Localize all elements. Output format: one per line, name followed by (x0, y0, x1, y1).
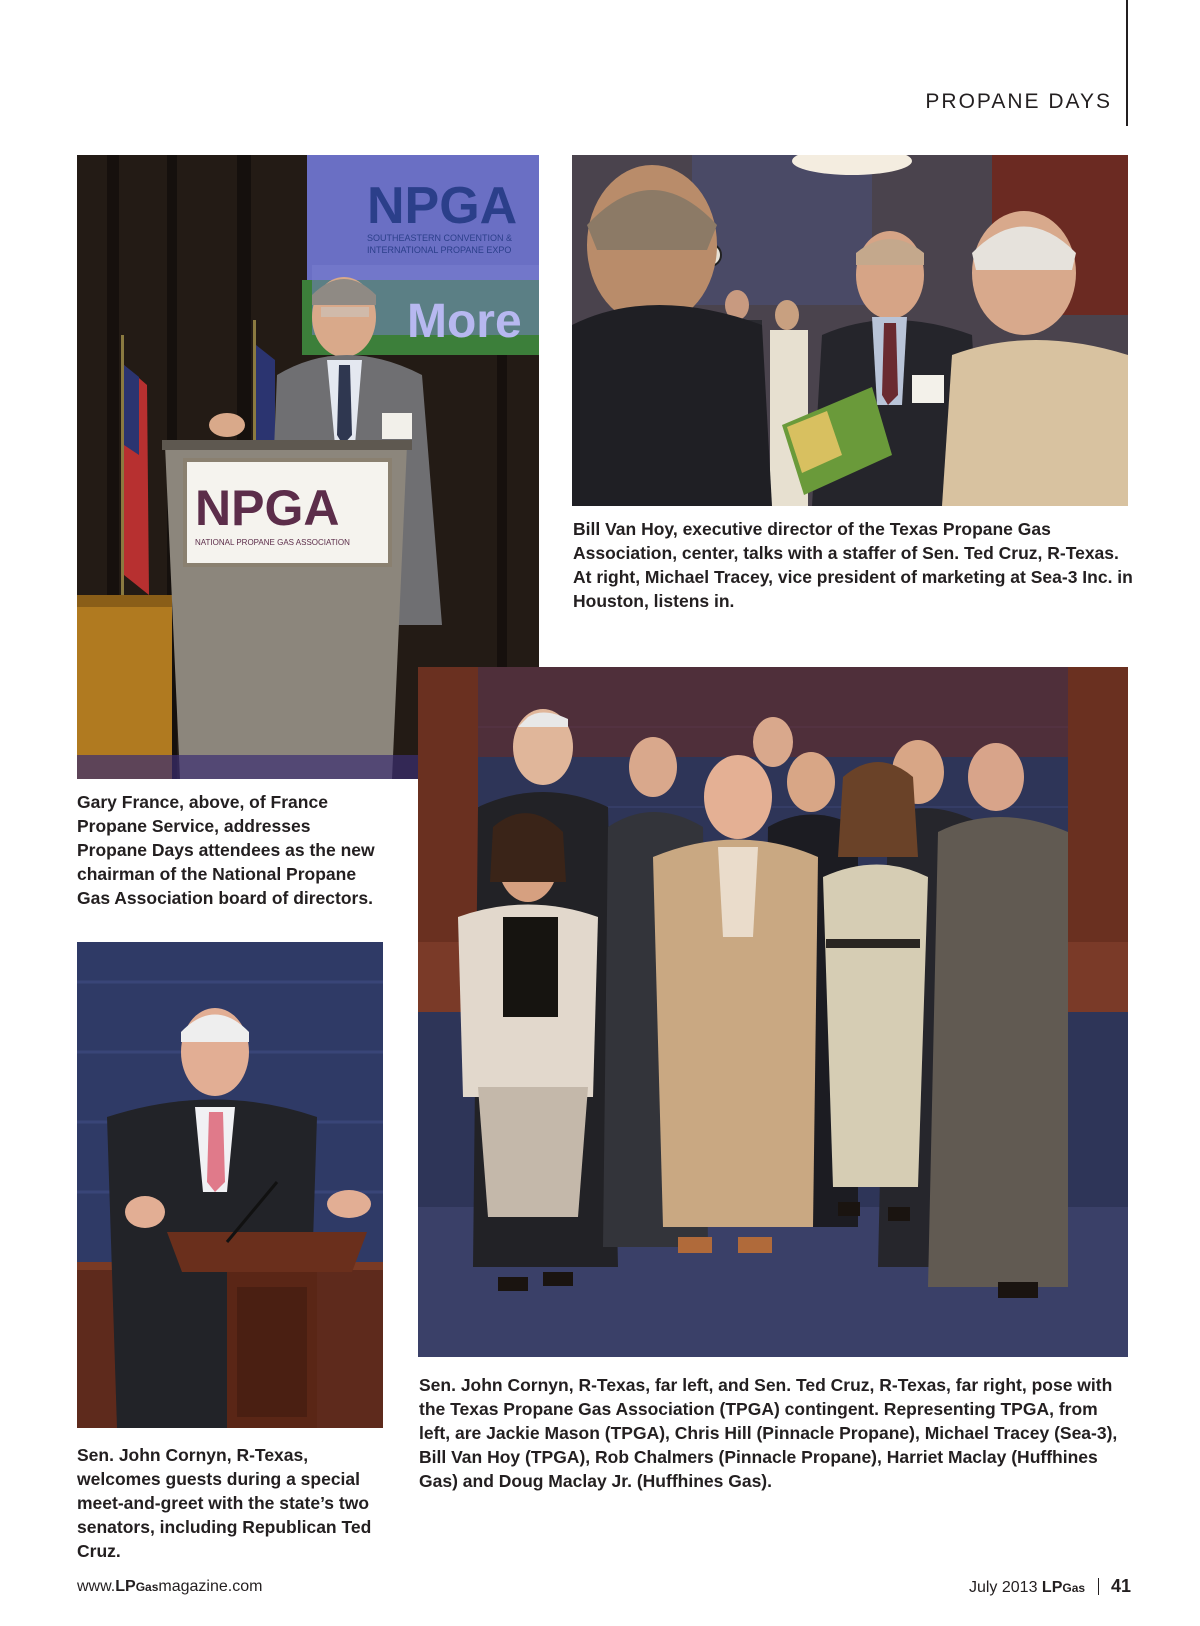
page-number: 41 (1110, 1576, 1131, 1596)
svg-text:More: More (407, 295, 522, 348)
svg-text:SOUTHEASTERN CONVENTION &: SOUTHEASTERN CONVENTION & (367, 233, 513, 243)
footer-separator (1098, 1578, 1099, 1595)
podium-logo-text: NPGA (195, 480, 340, 536)
svg-text:INTERNATIONAL PROPANE EXPO: INTERNATIONAL PROPANE EXPO (367, 245, 512, 255)
caption-cornyn: Sen. John Cornyn, R-Texas, welcomes guests during a special meet-and-greet with the state’s two senators, including Republican Ted Cruz. (77, 1445, 372, 1561)
footer-url[interactable]: www.LPGasmagazine.com (77, 1578, 263, 1595)
footer-issue (969, 1576, 1131, 1597)
caption-gary-france: Gary France, above, of France Propane Service, addresses Propane Days attendees as the new chairman of the National Propane Gas Association board of directors. (77, 792, 375, 908)
caption-van-hoy: Bill Van Hoy, executive director of the Texas Propane Gas Association, center, talks with a staffer of Sen. Ted Cruz, R-Texas. At right, Michael Tracey, vice president of marketing at Sea-3 Inc. in Houston, listens in. (573, 519, 1133, 611)
photo-cornyn-lectern (77, 942, 383, 1428)
brand-lp: LP (1041, 1579, 1063, 1596)
section-label: PROPANE DAYS (925, 90, 1112, 113)
issue-date: July 2013 (968, 1579, 1038, 1596)
header-rule (1126, 0, 1128, 126)
brand-gas: Gas (1062, 1581, 1086, 1595)
banner-logo-text: NPGA (367, 177, 518, 235)
svg-text:NATIONAL PROPANE GAS ASSOCIATI: NATIONAL PROPANE GAS ASSOCIATION (195, 538, 350, 547)
photo-group-tpga (418, 667, 1128, 1357)
photo-van-hoy-conversation (572, 155, 1128, 506)
caption-group: Sen. John Cornyn, R-Texas, far left, and Sen. Ted Cruz, R-Texas, far right, pose with the Texas Propane Gas Association (TPGA) contingent. Representing TPGA, from left, are Jackie Mason (TPGA), Chris Hill (Pinnacle Propane), Michael Tracey (Sea-3), Bill Van Hoy (TPGA), Rob Chalmers (Pinnacle Propane), Harriet Maclay (Huffhines Gas) and Doug Maclay Jr. (Huffhines Gas). (419, 1375, 1118, 1491)
